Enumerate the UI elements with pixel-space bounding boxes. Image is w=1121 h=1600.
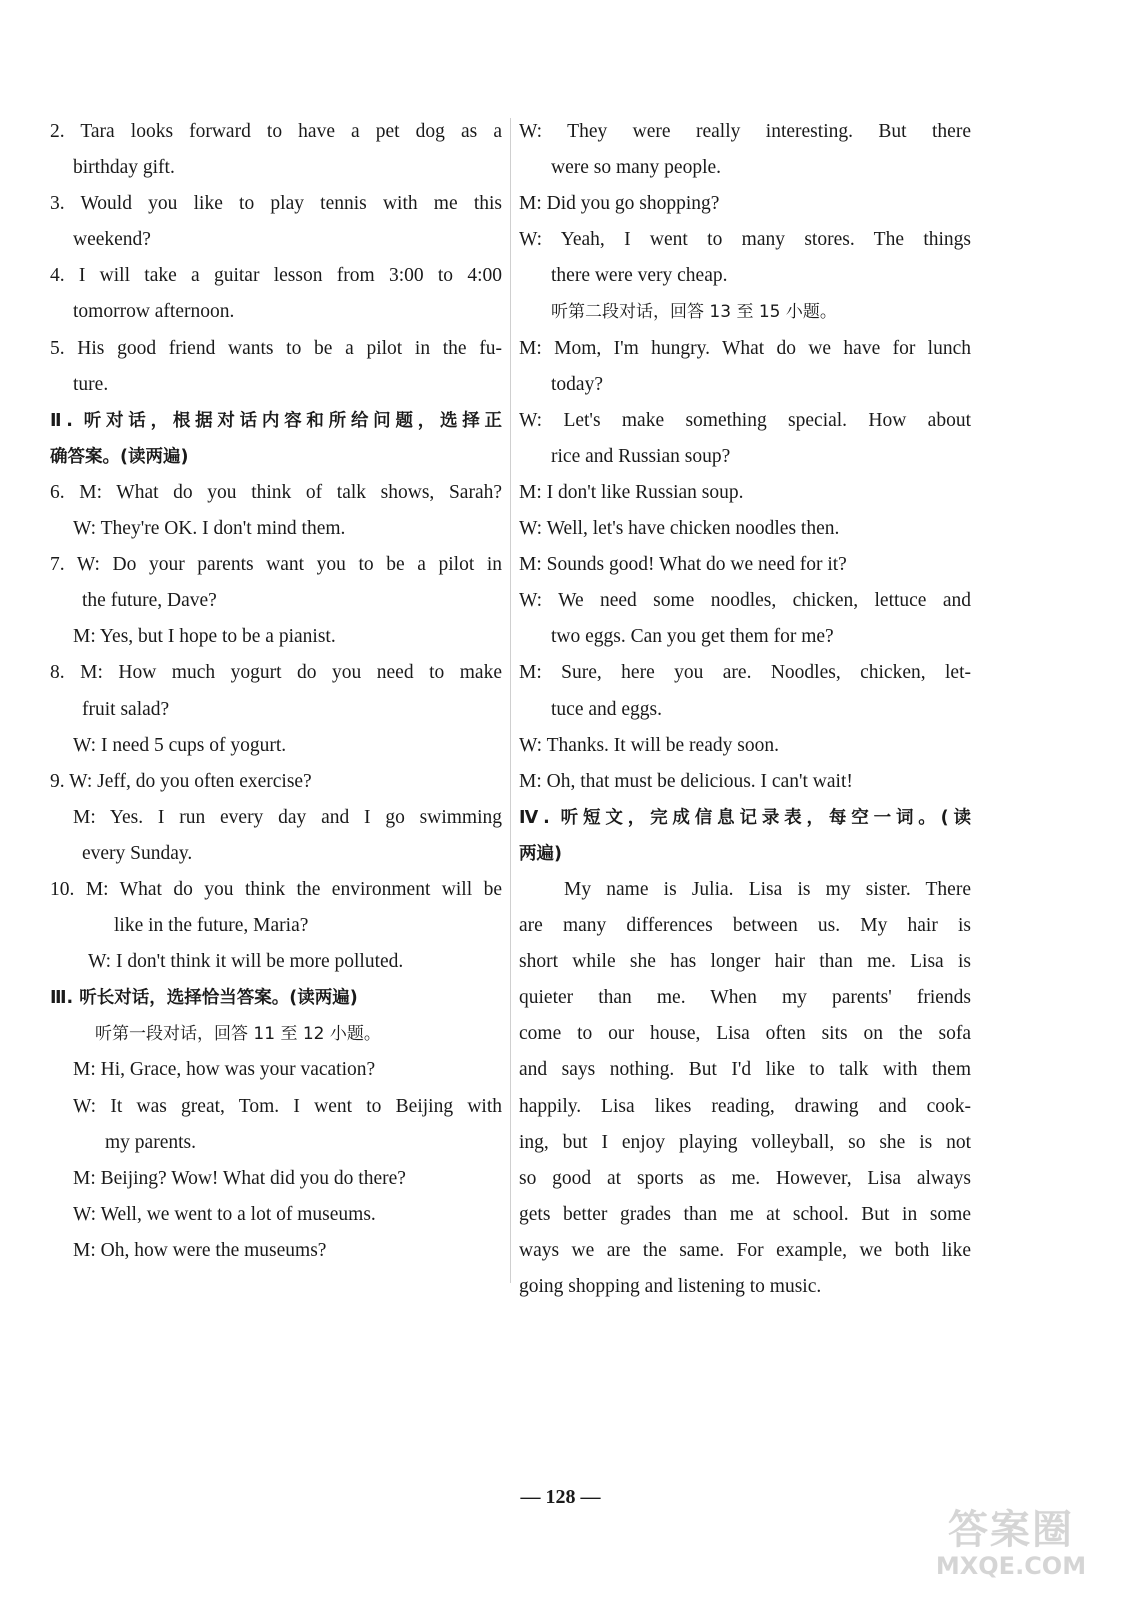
left-column-line: M: Hi, Grace, how was your vacation? [73, 1059, 376, 1081]
right-column-line: Ⅳ. 听短文，完成信息记录表，每空一词。(读 [519, 807, 971, 828]
left-column-line: M: Oh, how were the museums? [73, 1239, 327, 1261]
right-column-line: today? [551, 373, 603, 395]
right-column-line: so good at sports as me. However, Lisa always [519, 1167, 971, 1189]
left-column-line: Ⅲ. 听长对话，选择恰当答案。(读两遍) [50, 988, 358, 1009]
left-column-line: fruit salad? [82, 698, 170, 720]
right-column-line: rice and Russian soup? [551, 445, 731, 467]
left-column-line: W: They're OK. I don't mind them. [73, 518, 346, 540]
right-column-line: and says nothing. But I'd like to talk with them [519, 1059, 971, 1081]
watermark-logo [931, 1508, 1091, 1584]
left-column-line: M: Yes. I run every day and I go swimming [73, 806, 502, 828]
left-column-line: the future, Dave? [82, 590, 217, 612]
left-column-line: 确答案。(读两遍) [50, 446, 189, 467]
right-column-line: M: Mom, I'm hungry. What do we have for lunch [519, 337, 971, 359]
left-column-line: W: I don't think it will be more polluted. [88, 951, 404, 973]
right-column-line: two eggs. Can you get them for me? [551, 626, 834, 648]
left-column-line: M: Yes, but I hope to be a pianist. [73, 626, 336, 648]
left-column-line: my parents. [105, 1131, 196, 1153]
right-column-line: 听第二段对话，回答 13 至 15 小题。 [551, 302, 837, 323]
right-column-line: quieter than me. When my parents' friends [519, 987, 971, 1009]
left-column-line: 5. His good friend wants to be a pilot in the fu- [50, 337, 502, 359]
watermark-bottom: MXQE.COM [935, 1552, 1087, 1580]
left-column-line: 3. Would you like to play tennis with me this [50, 193, 502, 215]
left-column-line: M: Beijing? Wow! What did you do there? [73, 1167, 406, 1189]
right-column-line: going shopping and listening to music. [519, 1276, 822, 1297]
left-column-line: Ⅱ. 听对话，根据对话内容和所给问题，选择正 [50, 410, 502, 431]
left-column-line: tomorrow afternoon. [73, 301, 235, 323]
left-column-line: weekend? [73, 229, 151, 251]
left-column-line: 9. W: Jeff, do you often exercise? [50, 770, 312, 792]
left-column-line: ture. [73, 373, 109, 395]
right-column-line: My name is Julia. Lisa is my sister. There [564, 878, 971, 900]
left-column-line: W: Well, we went to a lot of museums. [73, 1203, 376, 1225]
right-column-line: tuce and eggs. [551, 698, 663, 720]
left-column-line: 4. I will take a guitar lesson from 3:00 to 4:00 [50, 265, 502, 287]
right-column-line: there were very cheap. [551, 265, 728, 287]
right-column-line: W: We need some noodles, chicken, lettuce and [519, 590, 971, 612]
left-column-line: 2. Tara looks forward to have a pet dog as a [50, 121, 502, 142]
right-column-line: 两遍) [519, 843, 562, 864]
left-column-line: 6. M: What do you think of talk shows, Sarah? [50, 481, 502, 503]
right-column-line: W: Let's make something special. How about [519, 409, 971, 431]
right-column-line: M: Sure, here you are. Noodles, chicken, let- [519, 662, 971, 684]
right-column-line: M: Oh, that must be delicious. I can't wait! [519, 770, 853, 792]
right-column [519, 114, 971, 1305]
page-number: — 128 — [520, 1486, 601, 1508]
right-column-line: M: I don't like Russian soup. [519, 481, 744, 503]
right-column-line: ing, but I enjoy playing volleyball, so she is not [519, 1131, 971, 1153]
right-column-line: W: Yeah, I went to many stores. The things [519, 229, 971, 251]
right-column-line: W: They were really interesting. But there [519, 121, 971, 142]
right-column-line: happily. Lisa likes reading, drawing and cook- [519, 1095, 971, 1117]
left-column-line: 听第一段对话，回答 11 至 12 小题。 [95, 1024, 381, 1045]
right-column-line: M: Did you go shopping? [519, 193, 720, 215]
left-column [50, 114, 502, 1269]
left-column-line: birthday gift. [73, 157, 175, 179]
right-column-line: W: Thanks. It will be ready soon. [519, 734, 779, 756]
left-column-line: every Sunday. [82, 842, 193, 864]
left-column-line: W: It was great, Tom. I went to Beijing with [73, 1095, 502, 1117]
right-column-line: short while she has longer hair than me. Lisa is [519, 951, 971, 973]
left-column-line: W: I need 5 cups of yogurt. [73, 734, 287, 756]
watermark-top: 答案圈 [948, 1507, 1074, 1553]
right-column-line: gets better grades than me at school. But in some [519, 1203, 971, 1225]
right-column-line: W: Well, let's have chicken noodles then. [519, 518, 840, 540]
right-column-line: were so many people. [551, 157, 722, 179]
left-column-line: 8. M: How much yogurt do you need to make [50, 662, 502, 684]
right-column-line: are many differences between us. My hair is [519, 915, 971, 937]
right-column-line: come to our house, Lisa often sits on the sofa [519, 1023, 971, 1045]
left-column-line: 7. W: Do your parents want you to be a pilot in [50, 554, 502, 576]
right-column-line: M: Sounds good! What do we need for it? [519, 554, 847, 576]
left-column-line: like in the future, Maria? [114, 915, 309, 937]
column-divider [510, 118, 511, 1283]
right-column-line: ways we are the same. For example, we both like [519, 1239, 971, 1261]
left-column-line: 10. M: What do you think the environment will be [50, 878, 502, 900]
